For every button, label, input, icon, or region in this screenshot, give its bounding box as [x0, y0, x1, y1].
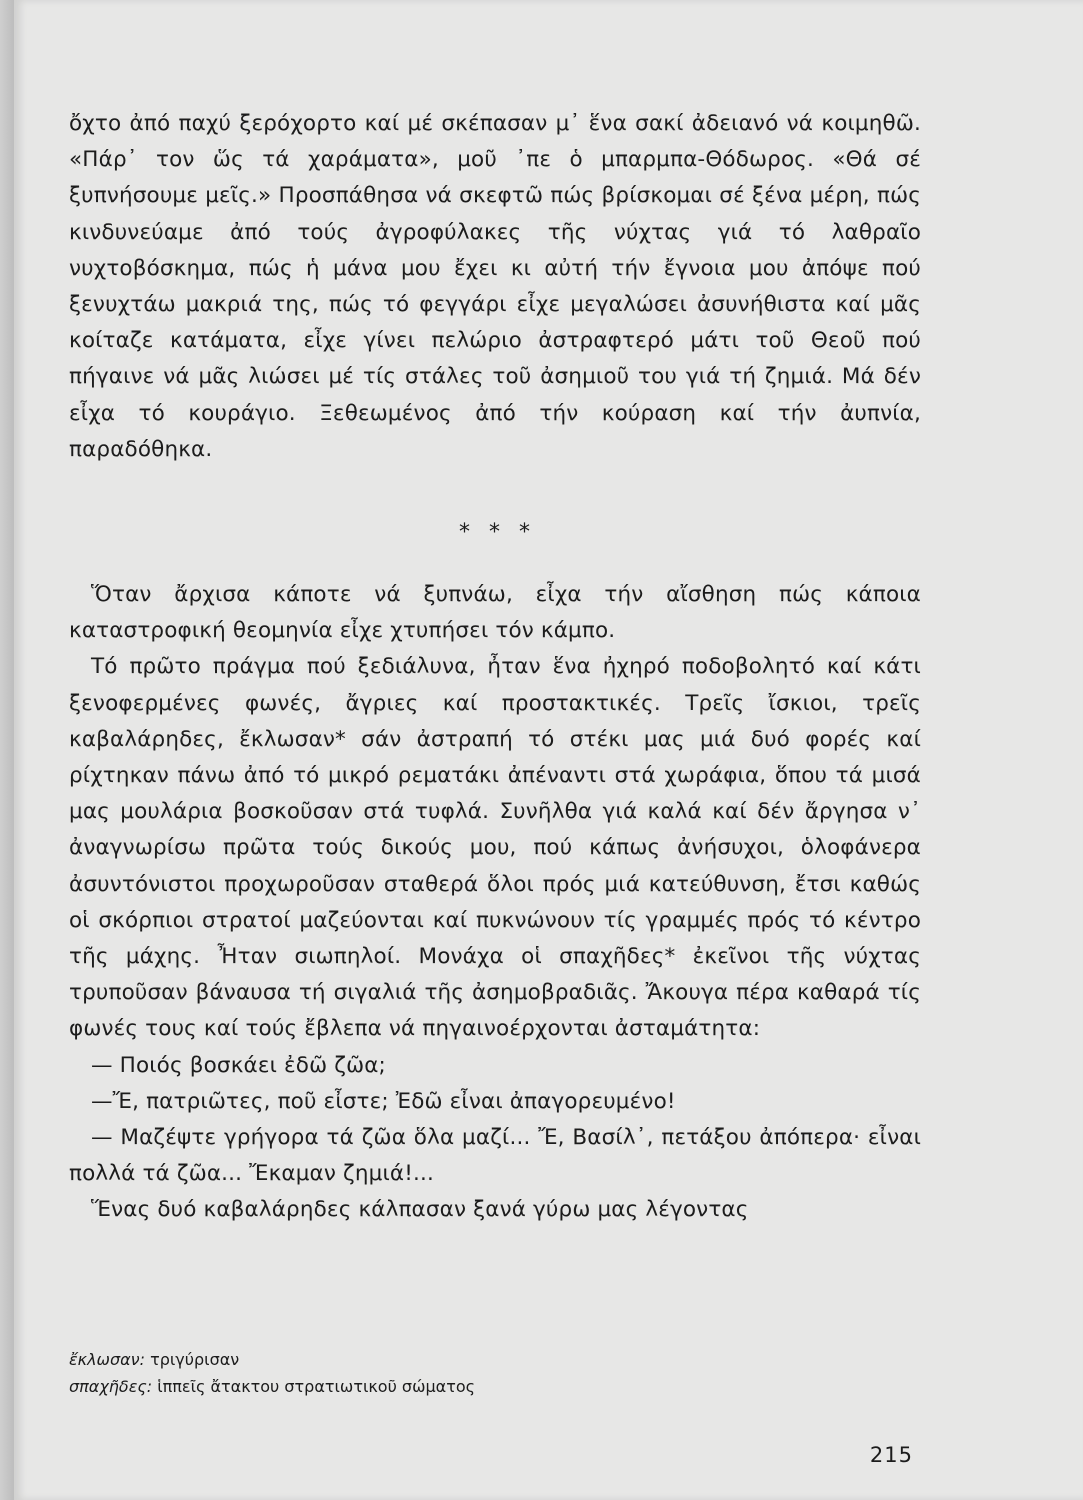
text-block-top: [69, 106, 921, 468]
paragraph: Τό πρῶτο πράγμα πού ξεδιάλυνα, ἦταν ἕνα ἠχηρό ποδοβολητό καί κάτι ξενοφερμένες φωνές, ἄγριες καί προστακτικές. Τρεῖς ἴσκιοι, τρεῖς καβαλάρηδες, ἔκλωσαν* σάν ἀστραπή τό στέκι μας μιά δυό φορές καί ρίχτηκαν πάνω ἀπό τό μικρό ρεματάκι ἀπέναντι στά χωράφια, ὅπου τά μισά μας μουλάρια βοσκοῦσαν στά τυφλά. Συνῆλθα γιά καλά καί δέν ἄργησα ν᾽ ἀναγνωρίσω πρῶτα τούς δικούς μου, πού κάπως ἀνήσυχοι, ὁλοφάνερα ἀσυντόνιστοι προχωροῦσαν σταθερά ὅλοι πρός μιά κατεύθυνση, ἔτσι καθώς οἱ σκόρπιοι στρατοί μαζεύονται καί πυκνώνουν τίς γραμμές πρός τό κέντρο τῆς μάχης. Ἦταν σιωπηλοί. Μονάχα οἱ σπαχῆδες* ἐκεῖνοι τῆς νύχτας τρυποῦσαν βάναυσα τή σιγαλιά τῆς ἀσημοβραδιᾶς. Ἄκουγα πέρα καθαρά τίς φωνές τους καί τούς ἔβλεπα νά πηγαινοέρχονται ἀσταμάτητα:: [69, 654, 921, 1042]
footnote-definition: ἱππεῖς ἄτακτου στρατιωτικοῦ σώματος: [157, 1377, 475, 1396]
page-number: 215: [869, 1443, 913, 1467]
page-edge: [0, 0, 14, 1500]
text-block-main: [69, 577, 921, 1229]
footnote: [69, 1346, 769, 1373]
footnote-term: σπαχῆδες:: [69, 1377, 153, 1396]
footnote-definition: τριγύρισαν: [150, 1350, 240, 1369]
footnote: [69, 1373, 769, 1400]
section-separator: * * *: [459, 520, 536, 545]
dialogue-line: — Μαζέψτε γρήγορα τά ζῶα ὅλα μαζί... Ἔ, Βασίλ᾽, πετάξου ἀπόπερα· εἶναι πολλά τά ζῶα... Ἔκαμαν ζημιά!...: [69, 1125, 921, 1187]
dialogue-line: —Ἔ, πατριῶτες, ποῦ εἶστε; Ἐδῶ εἶναι ἀπαγορευμένο!: [91, 1088, 676, 1114]
footnotes: [69, 1346, 769, 1400]
paragraph: ὄχτο ἀπό παχύ ξερόχορτο καί μέ σκέπασαν μ᾽ ἕνα σακί ἀδειανό νά κοιμηθῶ. «Πάρ᾽ τον ὥς τά χαράματα», μοῦ ᾽πε ὁ μπαρμπα-Θόδωρος. «Θά σέ ξυπνήσουμε μεῖς.» Προσπάθησα νά σκεφτῶ πώς βρίσκομαι σέ ξένα μέρη, πώς κινδυνεύαμε ἀπό τούς ἀγροφύλακες τῆς νύχτας γιά τό λαθραῖο νυχτοβόσκημα, πώς ἡ μάνα μου ἔχει κι αὐτή τήν ἔγνοια μου ἀπόψε πού ξενυχτάω μακριά της, πώς τό φεγγάρι εἶχε μεγαλώσει ἀσυνήθιστα καί μᾶς κοίταζε κατάματα, εἶχε γίνει πελώριο ἀστραφτερό μάτι τοῦ Θεοῦ πού πήγαινε νά μᾶς λιώσει μέ τίς στάλες τοῦ ἀσημιοῦ του γιά τή ζημιά. Μά δέν εἶχα τό κουράγιο. Ξεθεωμένος ἀπό τήν κούραση καί τήν ἀυπνία, παραδόθηκα.: [69, 111, 921, 462]
footnote-term: ἔκλωσαν:: [69, 1350, 145, 1369]
dialogue-line: — Ποιός βοσκάει ἐδῶ ζῶα;: [91, 1052, 386, 1078]
paragraph: Ἕνας δυό καβαλάρηδες κάλπασαν ξανά γύρω μας λέγοντας: [91, 1197, 749, 1223]
book-page: [14, 0, 1083, 1500]
paragraph: Ὅταν ἄρχισα κάποτε νά ξυπνάω, εἶχα τήν αἴσθηση πώς κάποια καταστροφική θεομηνία εἶχε χτυπήσει τόν κάμπο.: [69, 582, 921, 644]
